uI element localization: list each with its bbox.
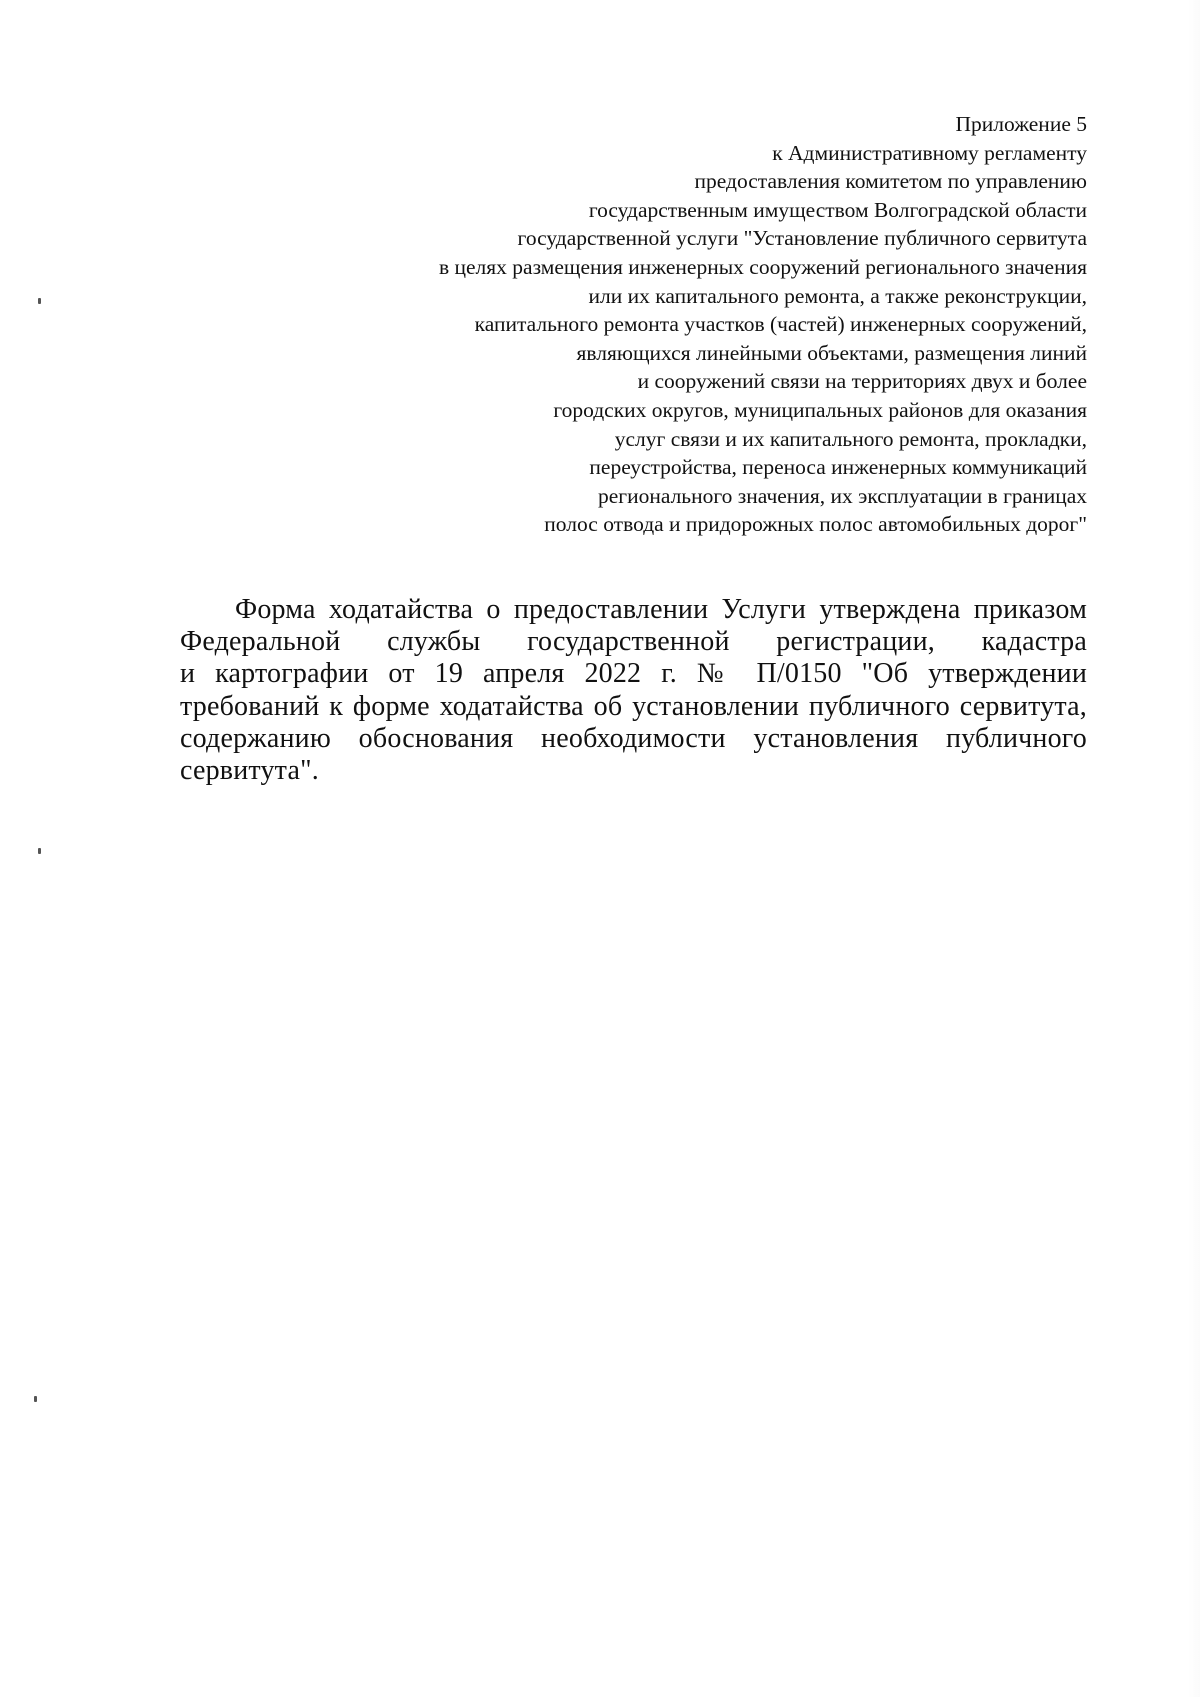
appendix-line: городских округов, муниципальных районов для оказания xyxy=(553,397,1087,422)
paragraph-line: содержанию обоснования необходимости установления публичного xyxy=(180,722,1087,754)
appendix-line: или их капитального ремонта, а также реконструкции, xyxy=(588,283,1087,308)
paragraph-line: Федеральной службы государственной регистрации, кадастра xyxy=(180,626,1087,658)
paragraph-line: сервитута". xyxy=(180,755,319,787)
scan-speck xyxy=(34,1396,37,1402)
appendix-line: капитального ремонта участков (частей) инженерных сооружений, xyxy=(474,312,1087,337)
main-paragraph xyxy=(180,594,1087,787)
appendix-line: полос отвода и придорожных полос автомобильных дорог" xyxy=(544,512,1087,537)
appendix-line: регионального значения, их эксплуатации в границах xyxy=(597,483,1087,508)
appendix-title: Приложение 5 xyxy=(955,112,1087,136)
paragraph-line: требований к форме ходатайства об установлении публичного сервитута, xyxy=(180,690,1087,722)
appendix-line: предоставления комитетом по управлению xyxy=(694,169,1087,194)
appendix-line: в целях размещения инженерных сооружений регионального значения xyxy=(438,254,1087,279)
appendix-line: государственной услуги "Установление публичного сервитута xyxy=(517,226,1087,251)
scan-speck xyxy=(38,848,41,854)
appendix-line: и сооружений связи на территориях двух и более xyxy=(637,369,1087,394)
scan-edge xyxy=(1188,0,1200,1697)
appendix-line: услуг связи и их капитального ремонта, прокладки, xyxy=(614,426,1087,451)
paragraph-line: Форма ходатайства о предоставлении Услуги утверждена приказом xyxy=(235,594,1087,625)
paragraph-line: и картографии от 19 апреля 2022 г. № П/0150 "Об утверждении xyxy=(180,658,1087,690)
appendix-line: переустройства, переноса инженерных коммуникаций xyxy=(589,455,1087,480)
appendix-line: к Административному регламенту xyxy=(772,140,1087,165)
scan-speck xyxy=(38,298,41,304)
appendix-line: являющихся линейными объектами, размещения линий xyxy=(576,340,1087,365)
appendix-line: государственным имуществом Волгоградской области xyxy=(588,197,1087,222)
appendix-header xyxy=(187,110,1087,539)
